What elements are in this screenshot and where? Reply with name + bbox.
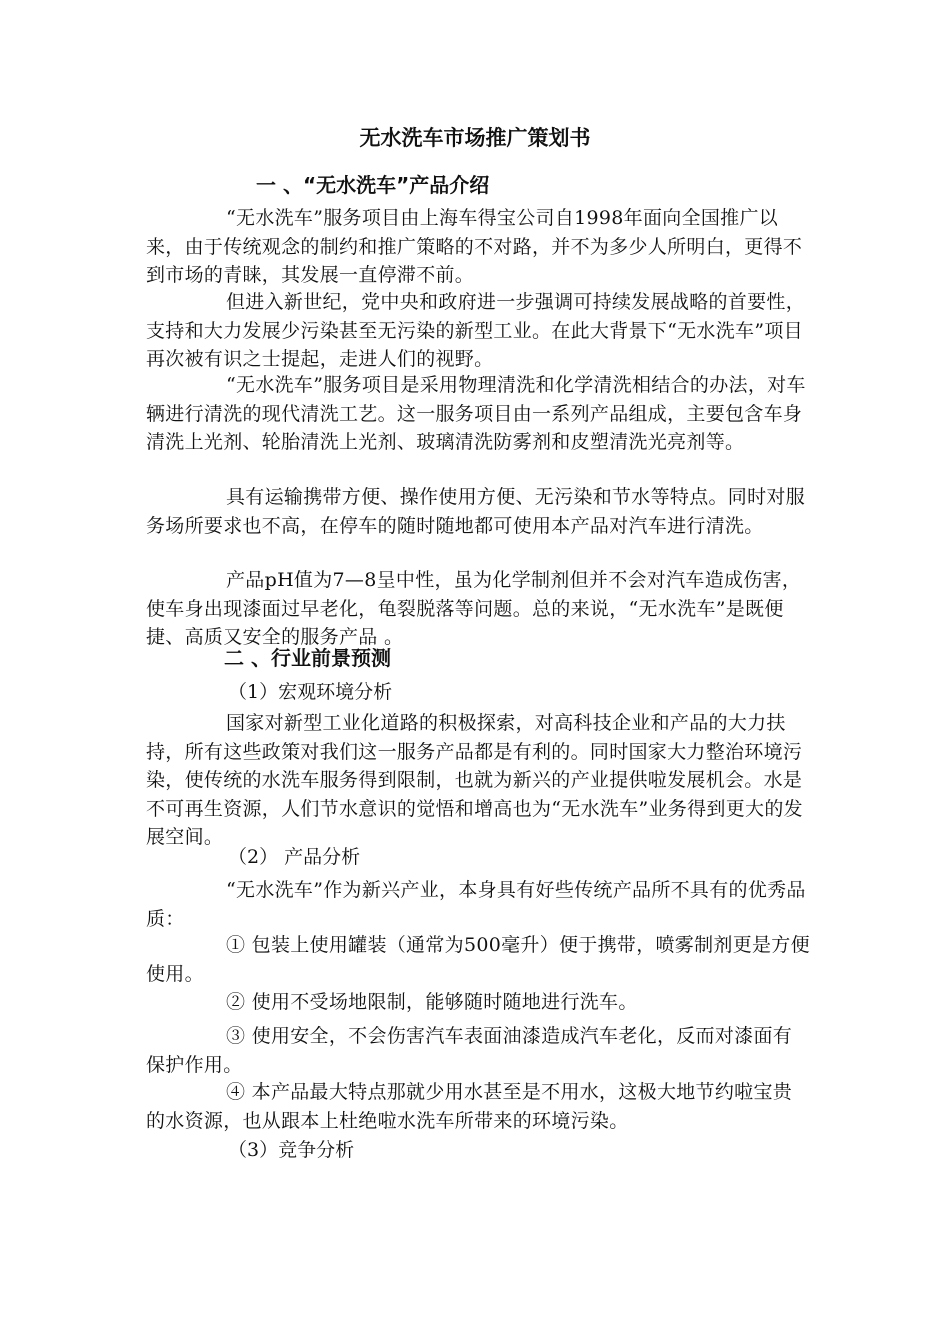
- subsection-label-product: （2） 产品分析: [228, 846, 361, 868]
- paragraph: “无水洗车”服务项目由上海车得宝公司自1998年面向全国推广以来，由于传统观念的制约和推广策略的不对路，并不为多少人所明白，更得不到市场的青睐，其发展一直停滞不前。: [146, 207, 803, 286]
- paragraph: “无水洗车”作为新兴产业，本身具有好些传统产品所不具有的优秀品质：: [146, 879, 806, 930]
- paragraph: 国家对新型工业化道路的积极探索，对高科技企业和产品的大力扶持，所有这些政策对我们这一服务产品都是有利的。同时国家大力整治环境污染，使传统的水洗车服务得到限制，也就为新兴的产业提供啦发展机会。水是不可再生资源，人们节水意识的觉悟和增高也为“无水洗车”业务得到更大的发展空间。: [146, 712, 803, 848]
- paragraph: “无水洗车”服务项目是采用物理清洗和化学清洗相结合的办法，对车辆进行清洗的现代清洗工艺。这一服务项目由一系列产品组成，主要包含车身清洗上光剂、轮胎清洗上光剂、玻璃清洗防雾剂和皮塑清洗光亮剂等。: [146, 374, 806, 453]
- paragraph: 产品pH值为7—8呈中性，虽为化学制剂但并不会对汽车造成伤害，使车身出现漆面过早老化，龟裂脱落等问题。总的来说，“无水洗车”是既便捷、高质又安全的服务产品 。: [146, 569, 802, 648]
- list-item: ① 包装上使用罐装（通常为500毫升）便于携带，喷雾制剂更是方便使用。: [146, 934, 810, 985]
- section-heading-product-intro: 一 、“无水洗车”产品介绍: [256, 173, 490, 197]
- section-heading-industry-outlook: 二 、行业前景预测: [224, 646, 391, 670]
- paragraph: 具有运输携带方便、操作使用方便、无污染和节水等特点。同时对服务场所要求也不高，在停车的随时随地都可使用本产品对汽车进行清洗。: [146, 486, 806, 537]
- subsection-label-macro: （1）宏观环境分析: [228, 681, 393, 703]
- paragraph: 但进入新世纪，党中央和政府进一步强调可持续发展战略的首要性，支持和大力发展少污染甚至无污染的新型工业。在此大背景下“无水洗车”项目再次被有识之士提起，走进人们的视野。: [146, 291, 806, 370]
- document-title: 无水洗车市场推广策划书: [359, 126, 591, 150]
- list-item: ② 使用不受场地限制，能够随时随地进行洗车。: [226, 991, 638, 1013]
- list-item: ④ 本产品最大特点那就少用水甚至是不用水，这极大地节约啦宝贵的水资源，也从跟本上杜绝啦水洗车所带来的环境污染。: [146, 1081, 793, 1132]
- subsection-label-competition: （3）竞争分析: [228, 1139, 355, 1161]
- list-item: ③ 使用安全，不会伤害汽车表面油漆造成汽车老化，反而对漆面有保护作用。: [146, 1025, 793, 1076]
